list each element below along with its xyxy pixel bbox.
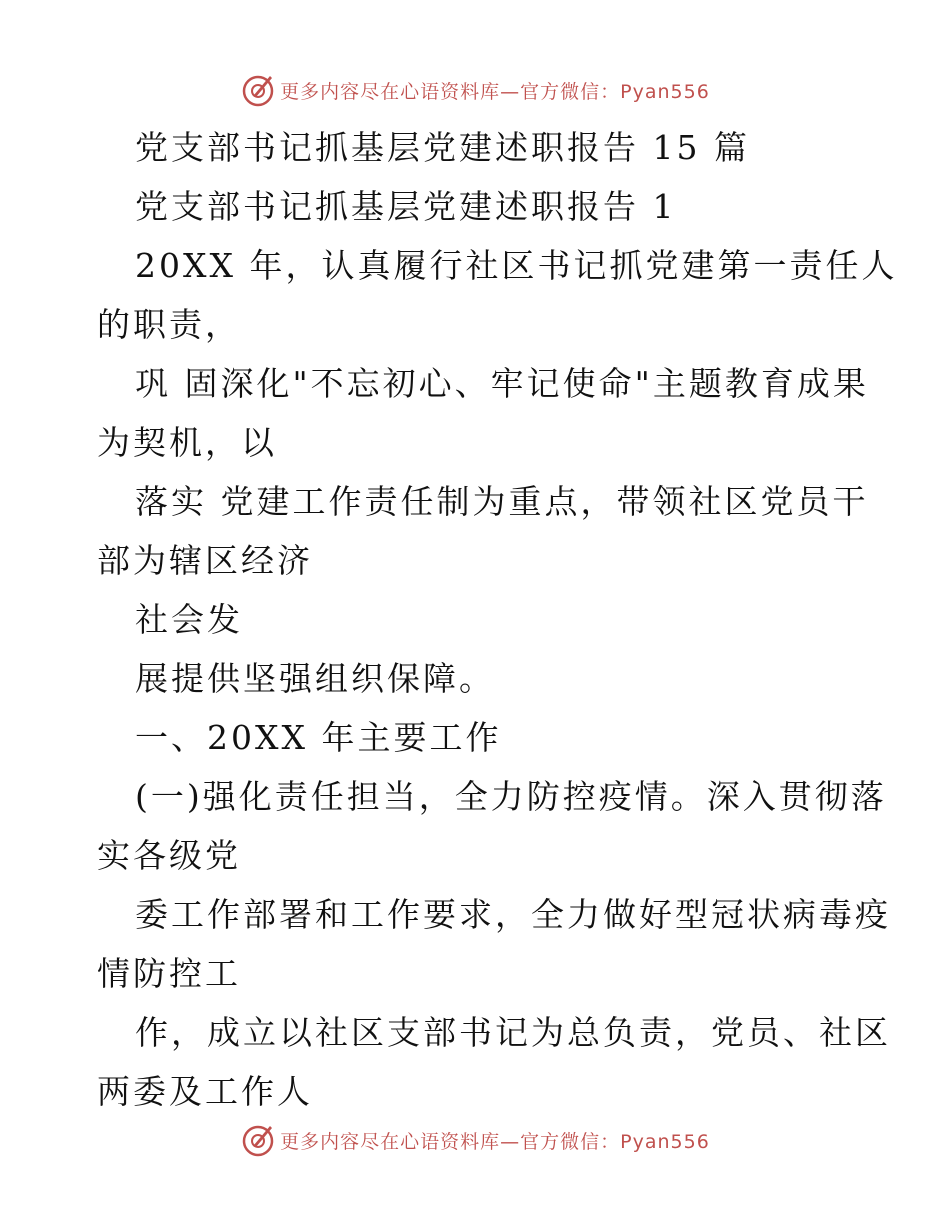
header-watermark-banner [0, 70, 950, 110]
quill-logo-icon [240, 72, 276, 108]
text-line: 20XX 年，认真履行社区书记抓党建第一责任人 [135, 246, 898, 285]
quill-logo-icon [240, 1122, 276, 1158]
text-line: (一)强化责任担当，全力防控疫情。深入贯彻落 [135, 777, 887, 816]
text-line: 的职责， [97, 305, 241, 344]
text-line: 党支部书记抓基层党建述职报告 1 [135, 187, 677, 226]
footer-watermark-banner [0, 1120, 950, 1160]
text-line: 部为辖区经济 [97, 541, 313, 580]
header-banner-text: 更多内容尽在心语资料库—官方微信：Pyan556 [280, 80, 710, 103]
text-line: 展提供坚强组织保障。 [135, 659, 495, 698]
text-line: 巩 固深化"不忘初心、牢记使命"主题教育成果 [135, 364, 869, 403]
text-line: 社会发 [135, 600, 243, 639]
text-line: 实各级党 [97, 836, 241, 875]
text-line: 情防控工 [97, 954, 241, 993]
text-line: 两委及工作人 [97, 1072, 313, 1111]
text-line: 为契机，以 [97, 423, 277, 462]
text-line: 一、20XX 年主要工作 [135, 718, 502, 757]
text-line: 党支部书记抓基层党建述职报告 15 篇 [135, 128, 750, 167]
text-line: 作，成立以社区支部书记为总负责，党员、社区 [135, 1013, 891, 1052]
document-body [97, 118, 898, 1121]
text-line: 委工作部署和工作要求，全力做好型冠状病毒疫 [135, 895, 891, 934]
text-line: 落实 党建工作责任制为重点，带领社区党员干 [135, 482, 869, 521]
footer-banner-text: 更多内容尽在心语资料库—官方微信：Pyan556 [280, 1130, 710, 1153]
